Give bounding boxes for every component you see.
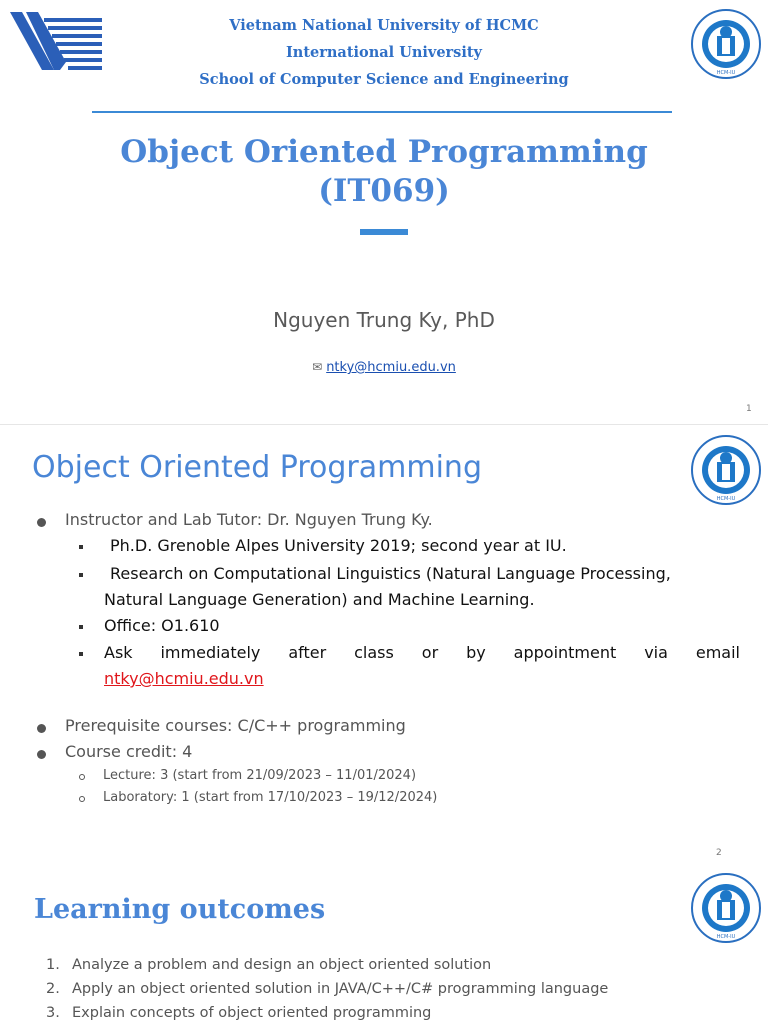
bullet: [37, 518, 46, 527]
course-title: Object Oriented Programming: [120, 134, 648, 170]
list-item: [46, 1005, 431, 1021]
contact-email-link[interactable]: ntky@hcmiu.edu.vn: [104, 669, 264, 688]
square-bullet: [79, 545, 83, 549]
slide-separator: [0, 424, 768, 425]
svg-text:HCM-IU: HCM-IU: [716, 934, 736, 940]
course-code: (IT069): [318, 173, 450, 209]
research-text-line1: Research on Computational Linguistics (Natural Language Processing,: [110, 564, 671, 583]
slide-title: Object Oriented Programming: [32, 450, 482, 485]
list-number: 2.: [46, 981, 60, 997]
lecture-text: Lecture: 3 (start from 21/09/2023 – 11/01/2024): [103, 768, 417, 783]
list-number: 3.: [46, 1005, 60, 1021]
prerequisite-text: Prerequisite courses: C/C++ programming: [65, 716, 406, 735]
page-number: 2: [716, 848, 722, 858]
iu-seal-logo: [690, 872, 762, 944]
square-bullet: [79, 652, 83, 656]
square-bullet: [79, 573, 83, 577]
iu-seal-logo: [690, 8, 762, 80]
laboratory-text: Laboratory: 1 (start from 17/10/2023 – 19/12/2024): [103, 790, 438, 805]
iu-seal-logo: [690, 434, 762, 506]
slide-title: Learning outcomes: [34, 894, 326, 925]
header-rule: [92, 111, 672, 113]
email-link[interactable]: ntky@hcmiu.edu.vn: [326, 360, 456, 375]
iu-seal-abbr: HCM-IU: [716, 70, 736, 76]
list-item-text: Explain concepts of object oriented programming: [72, 1005, 432, 1021]
svg-text:HCM-IU: HCM-IU: [716, 496, 736, 502]
research-text-line2: Natural Language Generation) and Machine Learning.: [104, 590, 535, 609]
list-number: 1.: [46, 957, 60, 973]
list-item: [46, 957, 491, 973]
author-name: Nguyen Trung Ky, PhD: [273, 308, 495, 332]
mail-icon: ✉: [312, 360, 323, 374]
course-info-slide: [0, 432, 768, 858]
ask-text: Ask immediately after class or by appointment via email: [104, 643, 740, 662]
learning-outcomes-slide: [0, 862, 768, 1024]
institute-name: International University: [286, 44, 482, 61]
list-item-text: Apply an object oriented solution in JAVA/C++/C# programming language: [72, 981, 609, 997]
phd-text: Ph.D. Grenoble Alpes University 2019; second year at IU.: [110, 536, 567, 555]
credit-text: Course credit: 4: [65, 742, 193, 761]
circle-bullet: [79, 774, 85, 780]
circle-bullet: [79, 796, 85, 802]
bullet: [37, 750, 46, 759]
square-bullet: [79, 625, 83, 629]
list-item-text: Analyze a problem and design an object oriented solution: [72, 957, 492, 973]
title-accent-bar: [360, 229, 408, 235]
page-number: 1: [746, 404, 752, 414]
office-text: Office: O1.610: [104, 616, 220, 635]
instructor-text: Instructor and Lab Tutor: Dr. Nguyen Trung Ky.: [65, 510, 433, 529]
email-row: [0, 360, 768, 375]
bullet: [37, 724, 46, 733]
university-name: Vietnam National University of HCMC: [229, 17, 539, 34]
title-slide: [0, 0, 768, 420]
list-item: [46, 981, 608, 997]
school-name: School of Computer Science and Engineering: [199, 71, 569, 88]
